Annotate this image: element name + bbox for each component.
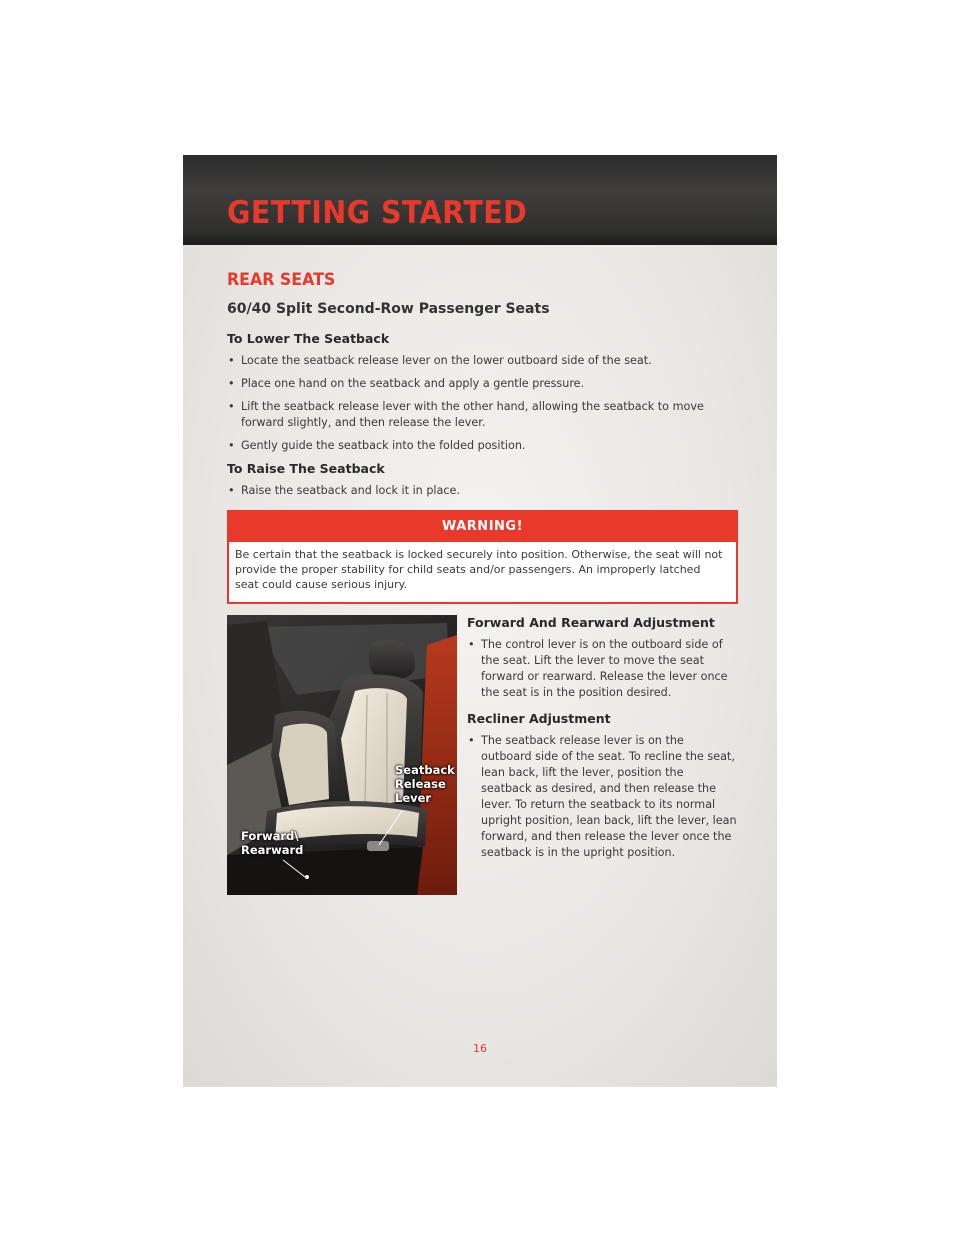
- subsection-title: 60/40 Split Second-Row Passenger Seats: [227, 301, 550, 317]
- list-item: • Gently guide the seatback into the folded position.: [228, 439, 526, 452]
- lower-heading: To Lower The Seatback: [227, 331, 390, 346]
- bullet-icon: •: [228, 400, 235, 413]
- warning-label: WARNING!: [229, 512, 736, 542]
- warning-box: [227, 510, 738, 604]
- section-title: GETTING STARTED: [227, 195, 528, 231]
- raise-heading: To Raise The Seatback: [227, 461, 385, 476]
- section-header: [183, 155, 777, 245]
- page-title: REAR SEATS: [227, 270, 336, 290]
- bullet-icon: •: [468, 638, 475, 651]
- rear-seat-photo: [227, 615, 457, 895]
- list-item: • Lift the seatback release lever with the other hand, allowing the seatback to move forward slightly, and then release the lever.: [228, 400, 704, 429]
- manual-page: [183, 155, 777, 1087]
- bullet-icon: •: [228, 484, 235, 497]
- recliner-heading: Recliner Adjustment: [467, 711, 611, 726]
- bullet-icon: •: [228, 354, 235, 367]
- seatback-release-label: Seatback Release Lever: [395, 763, 455, 805]
- list-item: • Place one hand on the seatback and apply a gentle pressure.: [228, 377, 585, 390]
- raise-seatback-section: [227, 461, 747, 506]
- list-item: • The control lever is on the outboard side of the seat. Lift the lever to move the seat forward or rearward. Release the lever once the seat is in the position desired.: [468, 638, 728, 699]
- page-number: 16: [473, 1042, 487, 1055]
- list-item: • Raise the seatback and lock it in place.: [228, 484, 460, 497]
- bullet-icon: •: [468, 734, 475, 747]
- warning-text: Be certain that the seatback is locked securely into position. Otherwise, the seat will not provide the proper stability for child seats and/or passengers. An improperly latched seat could cause serious injury.: [235, 548, 723, 591]
- forward-rearward-label: Forward\ Rearward: [241, 829, 304, 857]
- lower-seatback-section: [227, 331, 747, 461]
- forward-heading: Forward And Rearward Adjustment: [467, 615, 715, 630]
- list-item: • Locate the seatback release lever on the lower outboard side of the seat.: [228, 354, 652, 367]
- list-item: • The seatback release lever is on the outboard side of the seat. To recline the seat, lean back, lift the lever, position the seatback as desired, and then release the lever. To return the seatback to its normal upright position, lean back, lift the lever, lean forward, and then release the lever once the seatback is in the upright position.: [468, 734, 737, 859]
- bullet-icon: •: [228, 377, 235, 390]
- adjustment-section: [467, 615, 737, 868]
- bullet-icon: •: [228, 439, 235, 452]
